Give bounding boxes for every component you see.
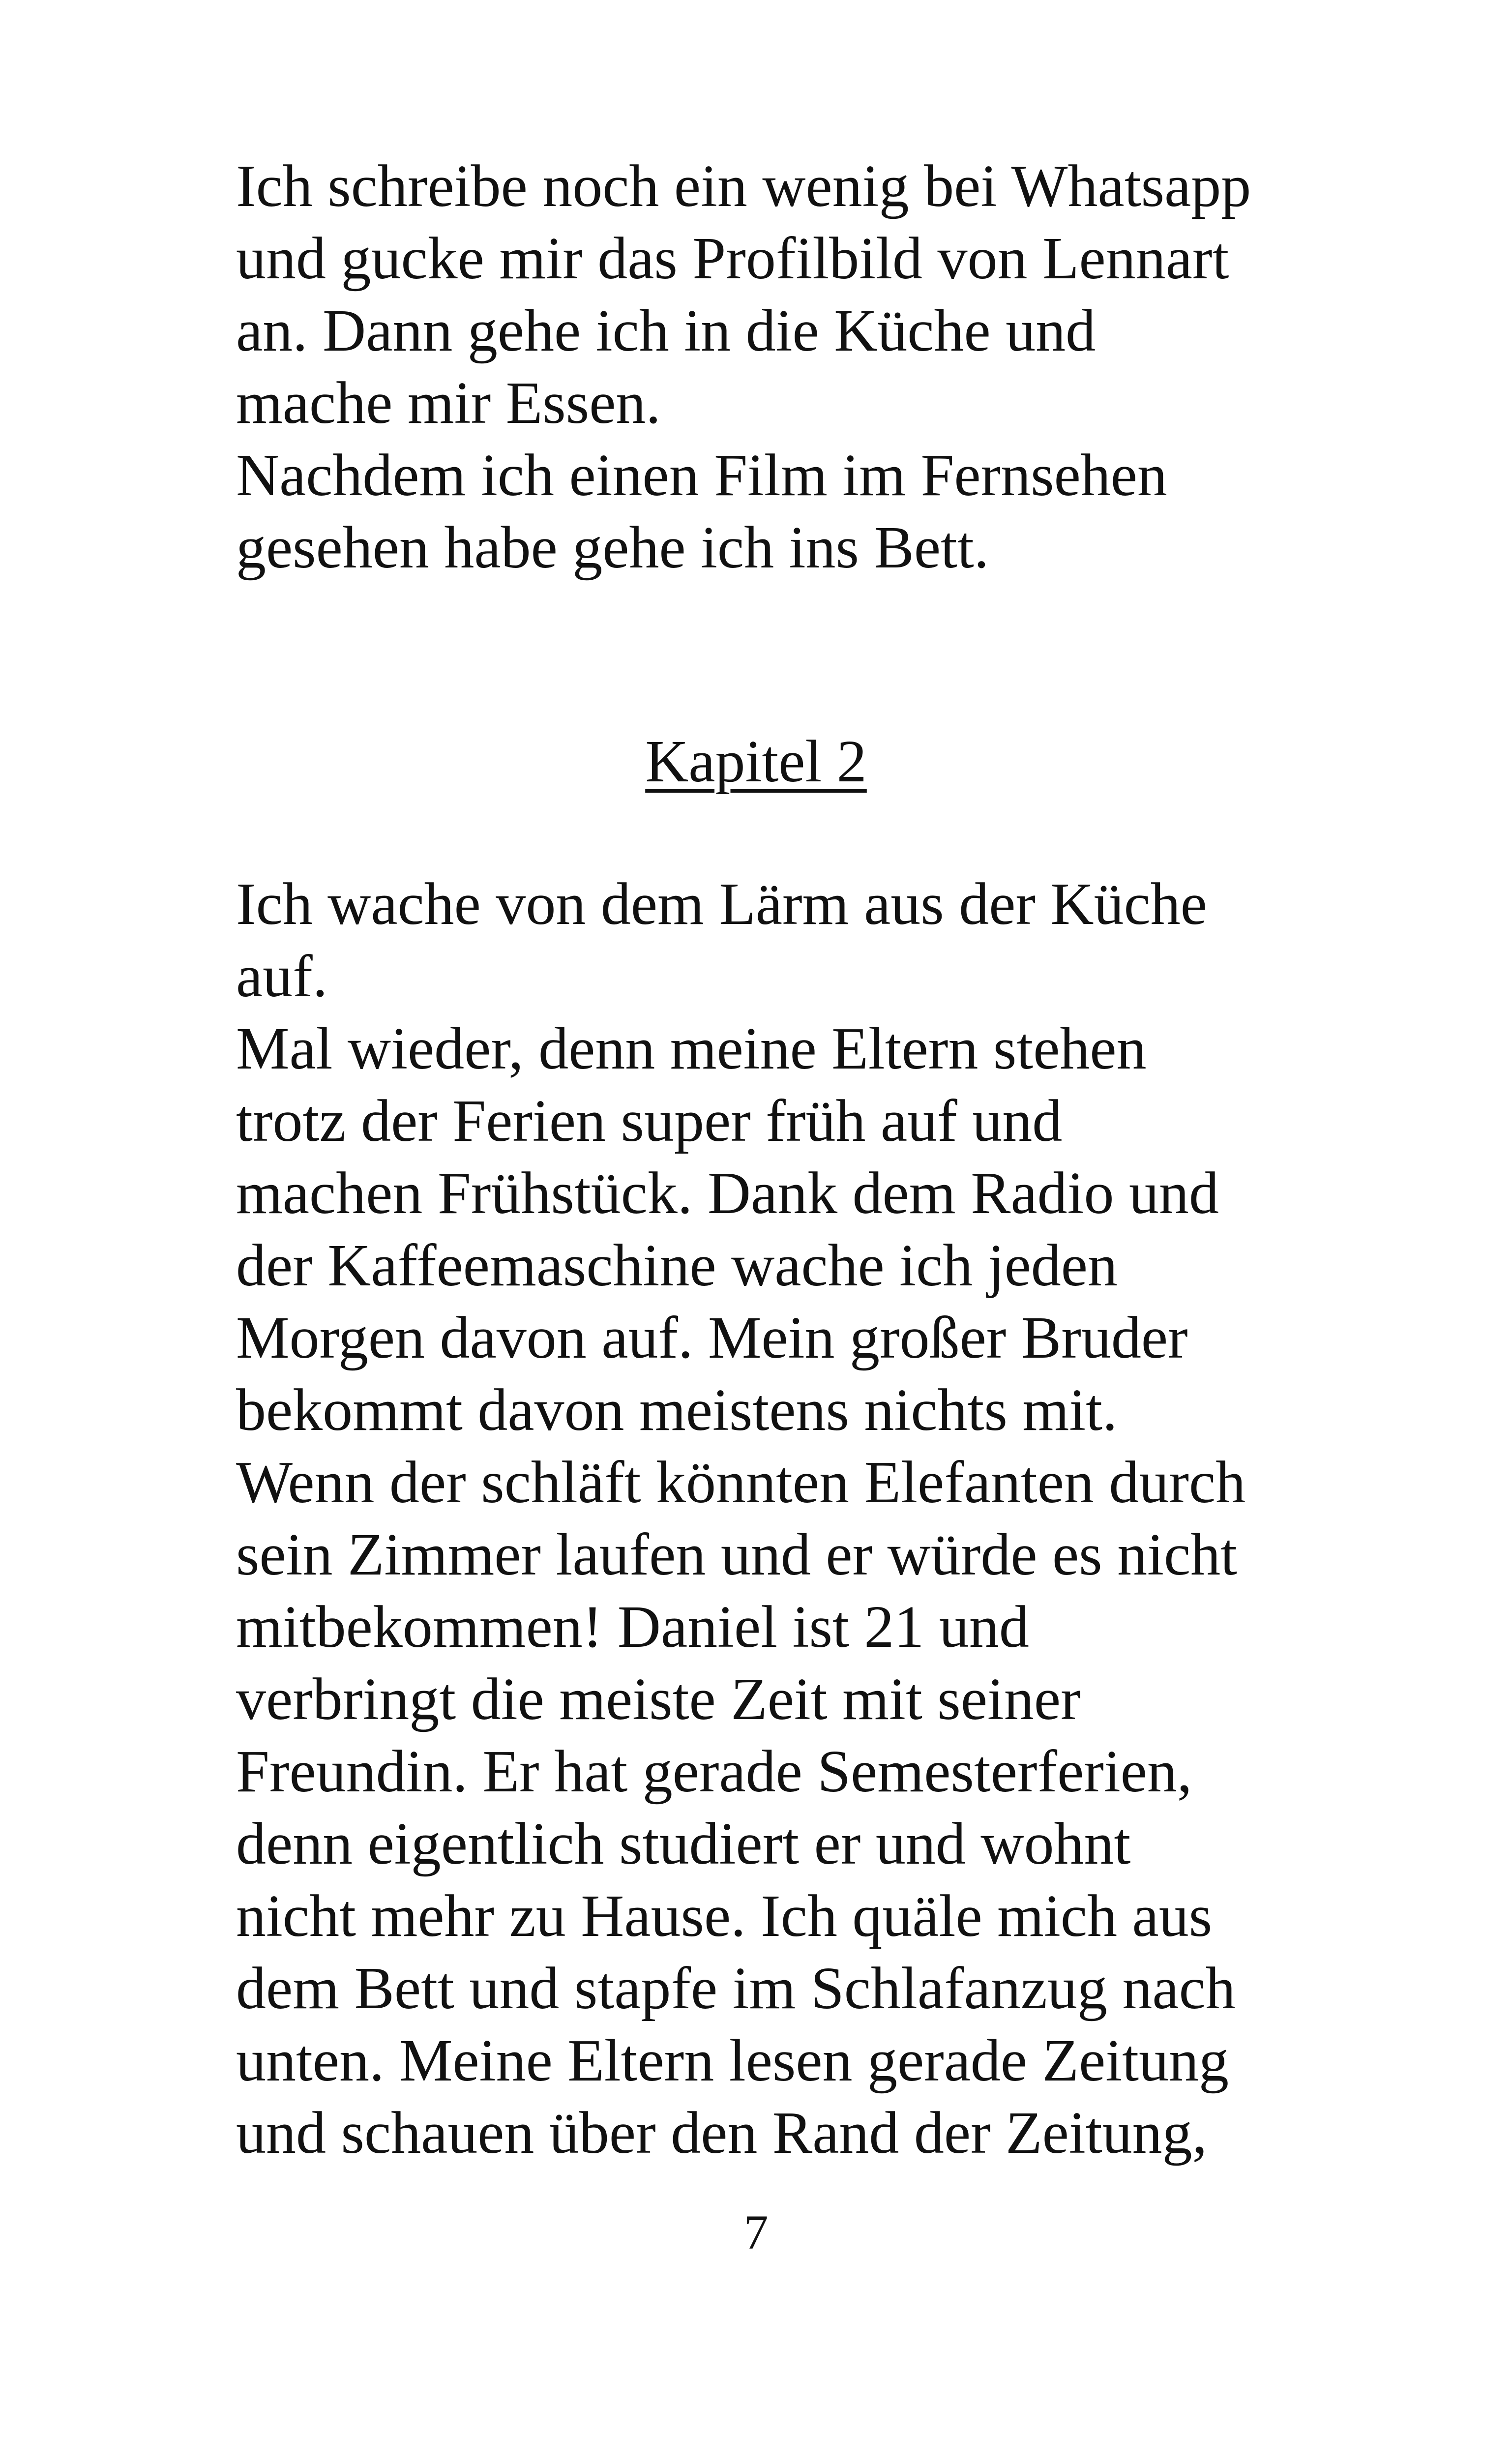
text-line: trotz der Ferien super früh auf und [236, 1088, 1063, 1154]
text-line: mache mir Essen. [236, 370, 661, 436]
text-line: nicht mehr zu Hause. Ich quäle mich aus [236, 1883, 1213, 1949]
text-line: bekommt davon meistens nichts mit. [236, 1377, 1118, 1443]
text-line: Freundin. Er hat gerade Semesterferien, [236, 1738, 1192, 1805]
text-line: und schauen über den Rand der Zeitung, [236, 2100, 1208, 2166]
text-line: Nachdem ich einen Film im Fernsehen [236, 442, 1167, 508]
text-line: dem Bett und stapfe im Schlafanzug nach [236, 1955, 1236, 2022]
paragraph-1 [236, 150, 1318, 584]
text-line: denn eigentlich studiert er und wohnt [236, 1811, 1131, 1877]
text-line: der Kaffeemaschine wache ich jeden [236, 1232, 1118, 1299]
text-line: Ich schreibe noch ein wenig bei Whatsapp [236, 153, 1251, 219]
text-line: und gucke mir das Profilbild von Lennart [236, 225, 1229, 292]
text-line: sein Zimmer laufen und er würde es nicht [236, 1521, 1238, 1588]
text-line: Ich wache von dem Lärm aus der Küche [236, 871, 1207, 937]
paragraph-2 [236, 868, 1318, 2169]
text-line: mitbekommen! Daniel ist 21 und [236, 1594, 1029, 1660]
text-line: an. Dann gehe ich in die Küche und [236, 297, 1096, 364]
text-line: verbringt die meiste Zeit mit seiner [236, 1666, 1081, 1732]
text-line: Morgen davon auf. Mein großer Bruder [236, 1305, 1188, 1371]
text-line: machen Frühstück. Dank dem Radio und [236, 1160, 1219, 1226]
chapter-heading [0, 725, 1512, 798]
text-line: Wenn der schläft könnten Elefanten durch [236, 1449, 1246, 1516]
text-line: Mal wieder, denn meine Eltern stehen [236, 1015, 1147, 1082]
chapter-title: Kapitel 2 [645, 728, 867, 795]
page-number: 7 [743, 2205, 769, 2260]
text-line: auf. [236, 943, 328, 1010]
text-line: unten. Meine Eltern lesen gerade Zeitung [236, 2027, 1229, 2094]
text-line: gesehen habe gehe ich ins Bett. [236, 514, 989, 581]
